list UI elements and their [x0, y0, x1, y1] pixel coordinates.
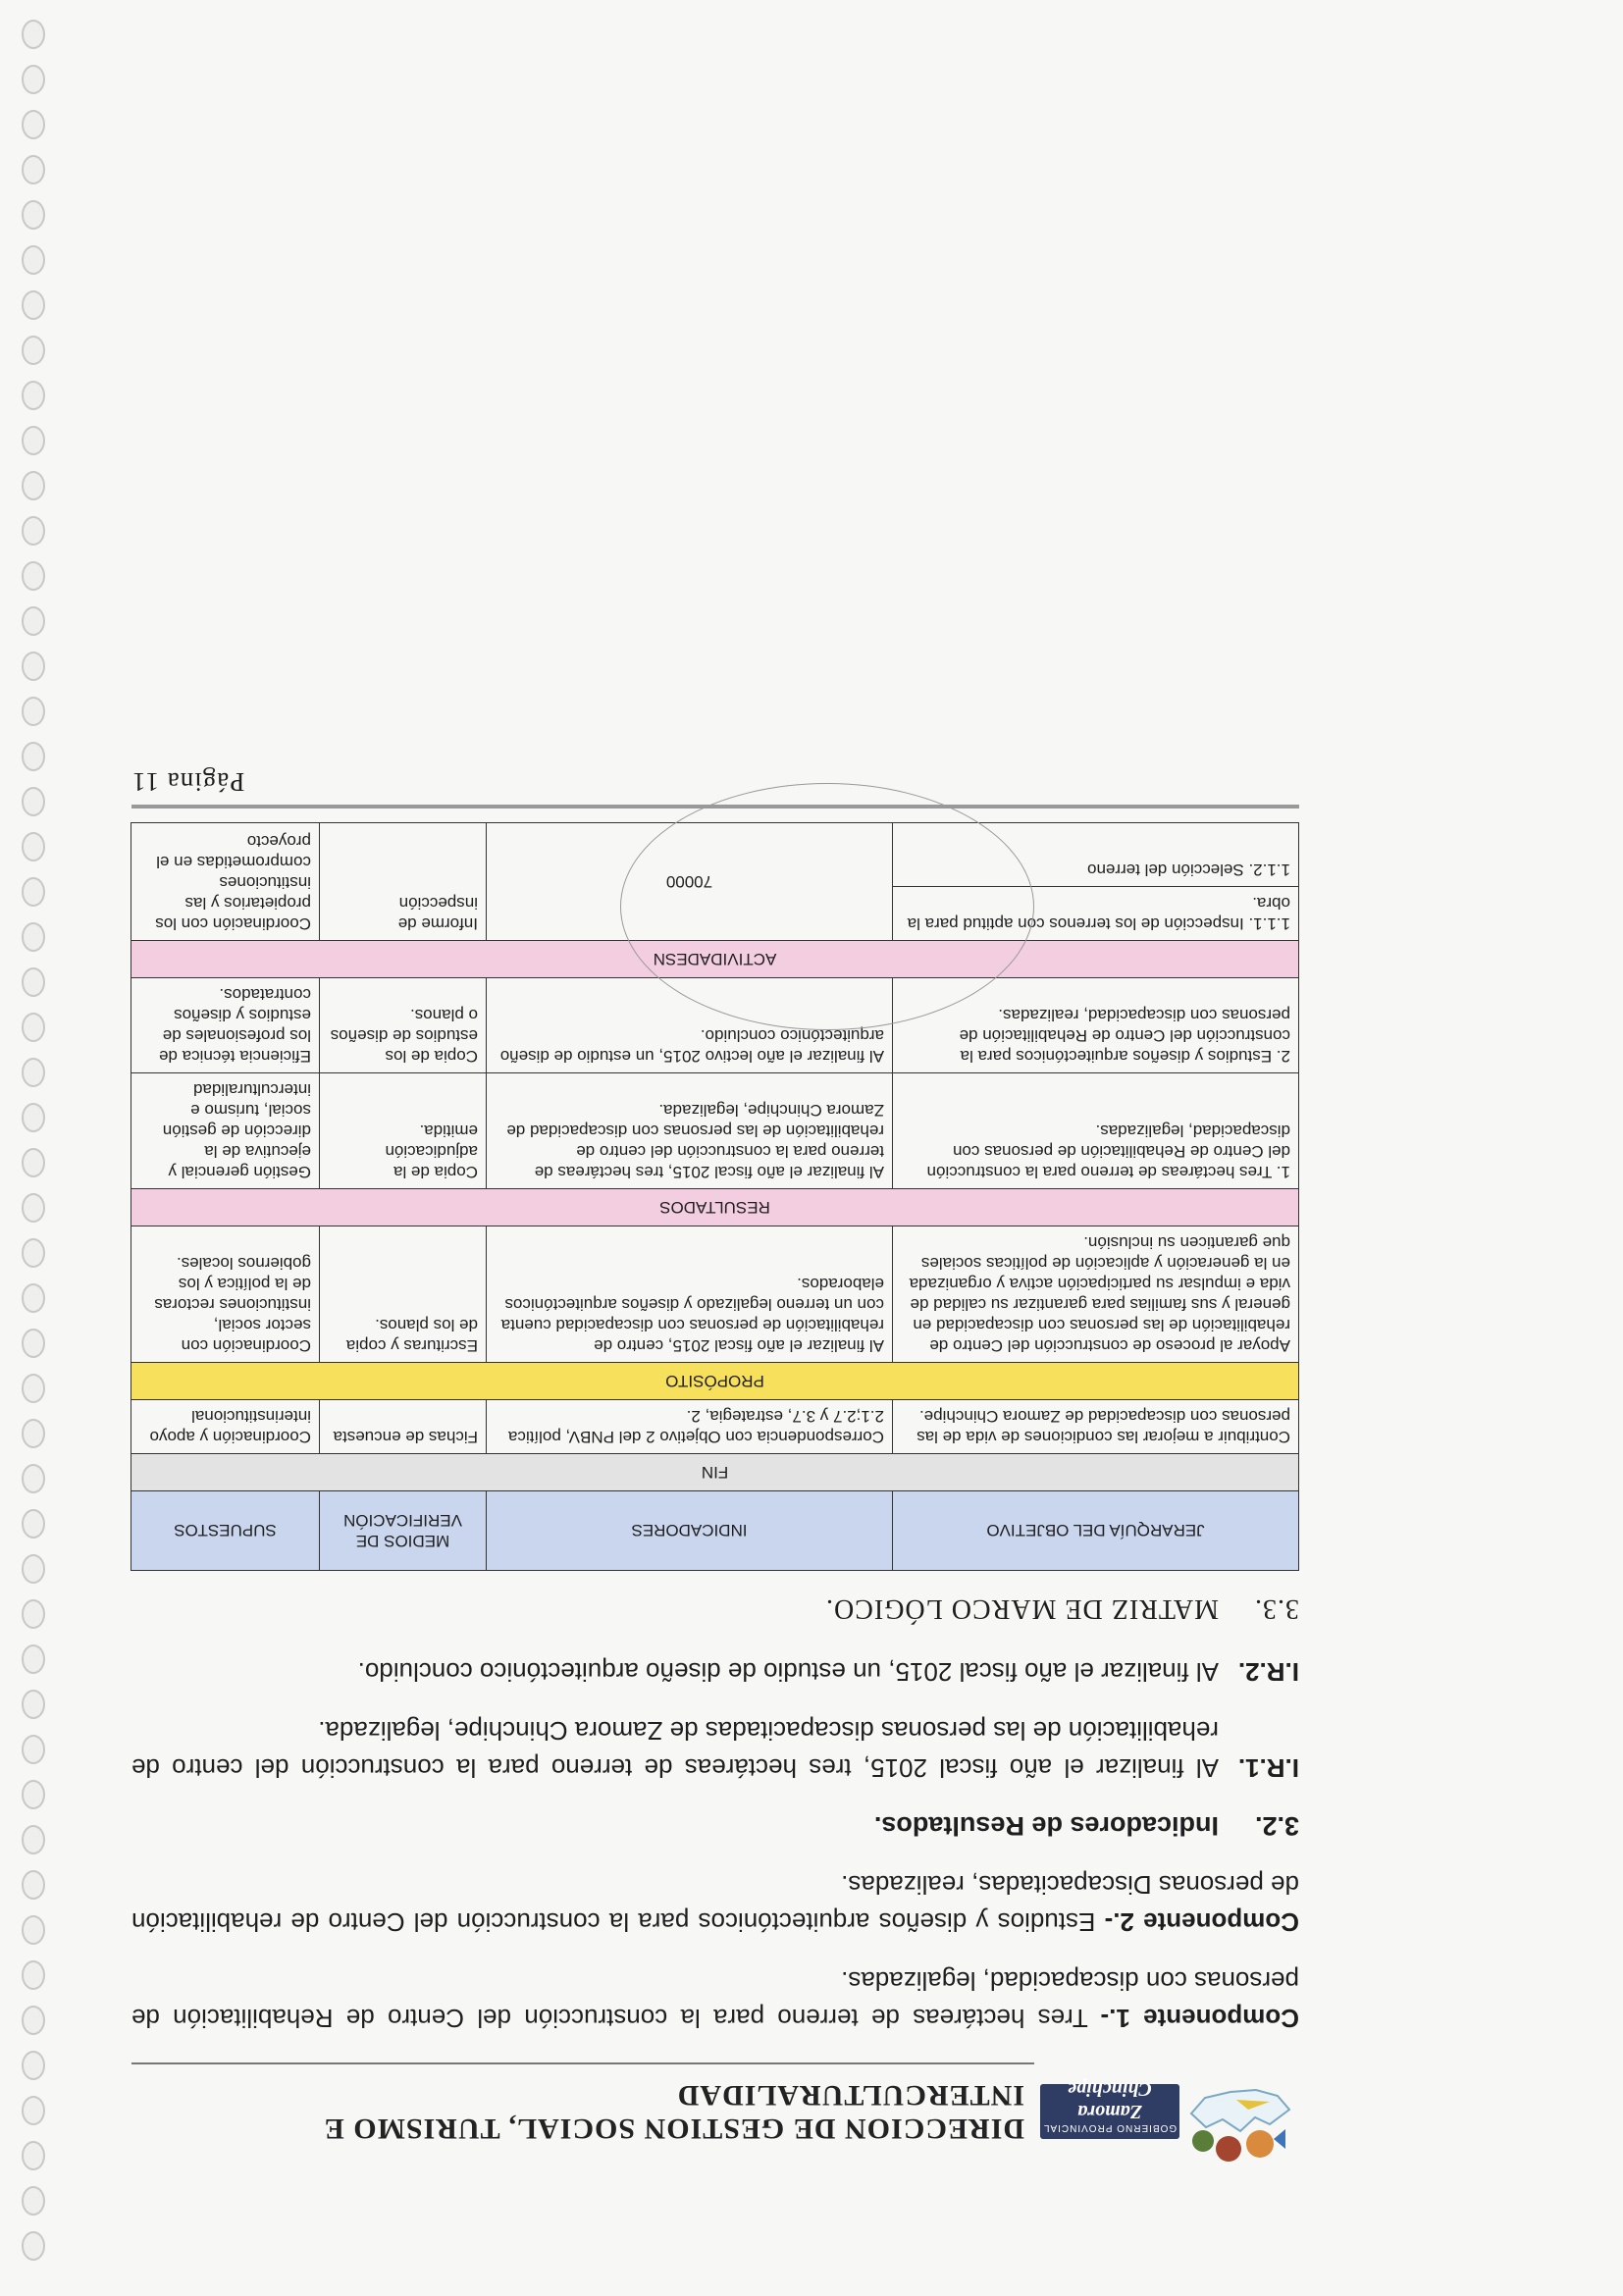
- section-3-2-number: 3.2.: [1254, 1811, 1299, 1841]
- logo-map-icon: [1181, 2080, 1299, 2178]
- indicator-2: [131, 1653, 1299, 1691]
- hand-drawn-oval: [620, 783, 1034, 1030]
- page-header: [131, 2070, 1299, 2178]
- proposito-label: PROPÓSITO: [131, 1363, 1299, 1400]
- resultados-band: [131, 1189, 1299, 1226]
- logo-brand-box: [1040, 2078, 1179, 2139]
- actividad-1: 1.1.1. Inspección de los terrenos con aptitud para la obra.: [893, 887, 1299, 941]
- component-1-label: Componente 1.-: [1100, 2004, 1299, 2033]
- matrix-header-jerarquia: JERARQUÍA DEL OBJETIVO: [893, 1491, 1299, 1571]
- matrix-header-medios: MEDIOS DE VERIFICACIÓN: [320, 1491, 487, 1571]
- fin-row: [131, 1400, 1299, 1454]
- component-2-text: Estudios y diseños arquitectónicos para la construcción del Centro de rehabilitación de personas Discapacitadas, realizadas.: [131, 1870, 1299, 1937]
- indicator-1-label: I.R.1.: [1237, 1753, 1299, 1783]
- actividad-medio: Informe de inspección: [320, 823, 487, 941]
- indicator-1-text: Al finalizar el año fiscal 2015, tres hectáreas de terreno para la construcción del centro de rehabilitación de las personas discapacitadas de Zamora Chinchipe, legalizada.: [131, 1716, 1219, 1783]
- fin-band: [131, 1454, 1299, 1491]
- matrix-header-indicadores: INDICADORES: [487, 1491, 893, 1571]
- proposito-medio: Escrituras y copia de los planos.: [320, 1226, 487, 1363]
- provincial-logo: [1042, 2078, 1299, 2178]
- section-3-3-heading: [131, 1592, 1299, 1624]
- actividad-2: 1.1.2. Selección del terreno: [893, 823, 1299, 887]
- resultado-1-medio: Copia de la adjudicación emitida.: [320, 1073, 487, 1189]
- page-number: Página 11: [131, 767, 245, 797]
- resultado-row: [131, 1073, 1299, 1189]
- component-1-text: Tres hectáreas de terreno para la construcción del Centro de Rehabilitación de personas con discapacidad, legalizadas.: [131, 1966, 1299, 2033]
- indicator-1: [131, 1712, 1299, 1787]
- fin-supuesto: Coordinación y apoyo interinstitucional: [131, 1400, 320, 1454]
- resultados-label: RESULTADOS: [131, 1189, 1299, 1226]
- section-3-2-title: Indicadores de Resultados.: [873, 1811, 1219, 1841]
- fin-label: FIN: [131, 1454, 1299, 1491]
- matrix-header-supuestos: SUPUESTOS: [131, 1491, 320, 1571]
- resultado-2-medio: Copia de los estudios de diseños o planos.: [320, 978, 487, 1073]
- actividades-label: ACTIVIDADESN: [131, 941, 1299, 978]
- section-3-2-heading: [131, 1810, 1299, 1841]
- resultado-2-indicador: Al finalizar el año lectivo 2015, un estudio de diseño arquitectónico concluido.: [487, 978, 893, 1073]
- fin-indicador: Correspondencia con Objetivo 2 del PNBV, política 2.1;2.7 y 3.7, estrategia, 2.: [487, 1400, 893, 1454]
- resultado-1-indicador: Al finalizar el año fiscal 2015, tres hectáreas de terreno para la construcción del centro de rehabilitación de las personas con discapacidad de Zamora Chinchipe, legalizada.: [487, 1073, 893, 1189]
- section-3-3-number: 3.3.: [1254, 1593, 1299, 1624]
- indicator-2-text: Al finalizar el año fiscal 2015, un estudio de diseño arquitectónico concluido.: [357, 1657, 1219, 1687]
- proposito-row: [131, 1226, 1299, 1363]
- proposito-indicador: Al finalizar el año fiscal 2015, centro de rehabilitación de personas con discapacidad cuenta con un terreno legalizado y diseños arquitectónicos elaborados.: [487, 1226, 893, 1363]
- header-title: DIRECCION DE GESTION SOCIAL, TURISMO E INTERCULTURALIDAD: [323, 2079, 1024, 2145]
- matrix-header-row: [131, 1491, 1299, 1571]
- resultado-1-supuesto: Gestión gerencial y ejecutiva de la dirección de gestión social, turismo e interculturalidad: [131, 1073, 320, 1189]
- actividad-supuesto: Coordinación con los propietarios y las instituciones comprometidas en el proyecto: [131, 823, 320, 941]
- component-2-label: Componente 2.-: [1104, 1907, 1299, 1937]
- proposito-jerarquia: Apoyar al proceso de construcción del Centro de rehabilitación de las personas con discapacidad en general y sus familias para garantizar su calidad de vida e impulsar su participación activa y organizada en la generación y aplicación de políticas sociales que garanticen su inclusión.: [893, 1226, 1299, 1363]
- resultado-2-supuesto: Eficiencia técnica de los profesionales de estudios y diseños contratados.: [131, 978, 320, 1073]
- component-1: [131, 1962, 1299, 2037]
- proposito-band: [131, 1363, 1299, 1400]
- fin-jerarquia: Contribuir a mejorar las condiciones de vida de las personas con discapacidad de Zamora Chinchipe.: [893, 1400, 1299, 1454]
- section-3-3-title: MATRIZ DE MARCO LÓGICO.: [825, 1593, 1219, 1624]
- component-2: [131, 1866, 1299, 1941]
- resultado-1-jerarquia: 1. Tres hectáreas de terreno para la construcción del Centro de Rehabilitación de personas con discapacidad, legalizadas.: [893, 1073, 1299, 1189]
- indicator-2-label: I.R.2.: [1237, 1657, 1299, 1687]
- proposito-supuesto: Coordinación con sector social, instituciones rectoras de la política y los gobiernos locales.: [131, 1226, 320, 1363]
- fin-medio: Fichas de encuesta: [320, 1400, 487, 1454]
- resultado-2-jerarquia: 2. Estudios y diseños arquitectónicos para la construcción del Centro de Rehabilitación de personas con discapacidad, realizadas.: [893, 978, 1299, 1073]
- header-rule: [131, 2062, 1034, 2064]
- logo-org-small: GOBIERNO PROVINCIAL: [1042, 2122, 1178, 2133]
- logo-org-name: Zamora Chinchipe: [1068, 2078, 1152, 2122]
- actividad-indicador: 70000: [487, 823, 893, 941]
